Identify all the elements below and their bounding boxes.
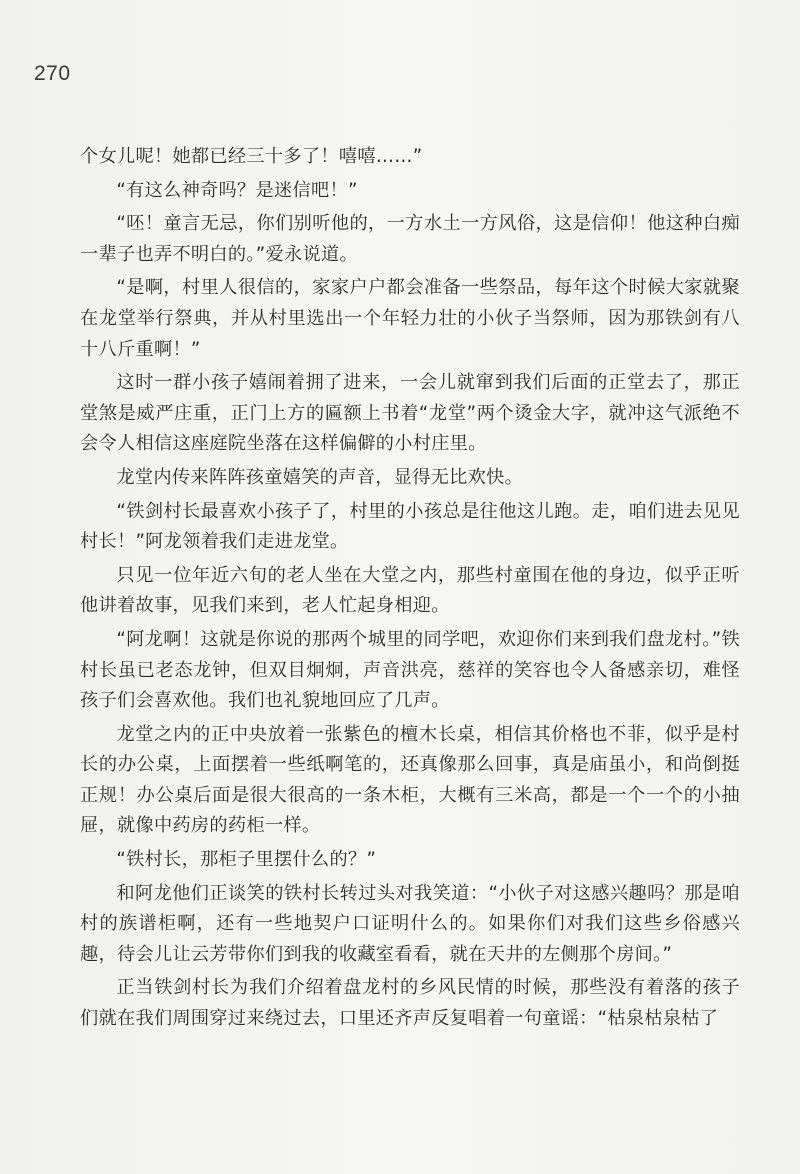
paragraph: “有这么神奇吗？是迷信吧！” — [116, 179, 358, 201]
paragraph: 只见一位年近六旬的老人坐在大堂之内，那些村童围在他的身边，似乎正听他讲着故事，见我们来到，老人忙起身相迎。 — [80, 564, 740, 617]
page-number: 270 — [34, 62, 71, 85]
paragraph: 龙堂之内的正中央放着一张紫色的檀木长桌，相信其价格也不菲，似乎是村长的办公桌，上面摆着一些纸啊笔的，还真像那么回事，真是庙虽小，和尚倒挺正规！办公桌后面是很大很高的一条木柜，大概有三米高，都是一个一个的小抽屉，就像中药房的药柜一样。 — [80, 723, 740, 837]
body-text — [80, 142, 740, 1035]
paragraph: 和阿龙他们正谈笑的铁村长转过头对我笑道：“小伙子对这感兴趣吗？那是咱村的族谱柜啊，还有一些地契户口证明什么的。如果你们对我们这些乡俗感兴趣，待会儿让云芳带你们到我的收藏室看看，就在天井的左侧那个房间。” — [80, 882, 740, 965]
paragraph: 个女儿呢！她都已经三十多了！嘻嘻……” — [80, 146, 423, 167]
paragraph: 这时一群小孩子嬉闹着拥了进来，一会儿就窜到我们后面的正堂去了，那正堂煞是威严庄重，正门上方的匾额上书着“龙堂”两个烫金大字，就冲这气派绝不会令人相信这座庭院坐落在这样偏僻的小村庄里。 — [80, 372, 740, 455]
paragraph: “铁村长，那柜子里摆什么的？” — [116, 849, 377, 871]
paragraph: “阿龙啊！这就是你说的那两个城里的同学吧，欢迎你们来到我们盘龙村。”铁村长虽已老态龙钟，但双目炯炯，声音洪亮，慈祥的笑容也令人备感亲切，难怪孩子们会喜欢他。我们也礼貌地回应了几声。 — [80, 628, 740, 712]
paragraph: “呸！童言无忌，你们别听他的，一方水土一方风俗，这是信仰！他这种白痴一辈子也弄不明白的。”爱永说道。 — [80, 213, 740, 265]
paragraph: 正当铁剑村长为我们介绍着盘龙村的乡风民情的时候，那些没有着落的孩子们就在我们周围穿过来绕过去，口里还齐声反复唱着一句童谣：“枯泉枯泉枯了 — [80, 977, 740, 1030]
paragraph: “铁剑村长最喜欢小孩子了，村里的小孩总是往他这儿跑。走，咱们进去见见村长！”阿龙领着我们走进龙堂。 — [80, 500, 740, 553]
paragraph: “是啊，村里人很信的，家家户户都会准备一些祭品，每年这个时候大家就聚在龙堂举行祭典，并从村里选出一个年轻力壮的小伙子当祭师，因为那铁剑有八十八斤重啊！” — [80, 277, 740, 360]
paragraph: 龙堂内传来阵阵孩童嬉笑的声音，显得无比欢快。 — [116, 466, 524, 488]
